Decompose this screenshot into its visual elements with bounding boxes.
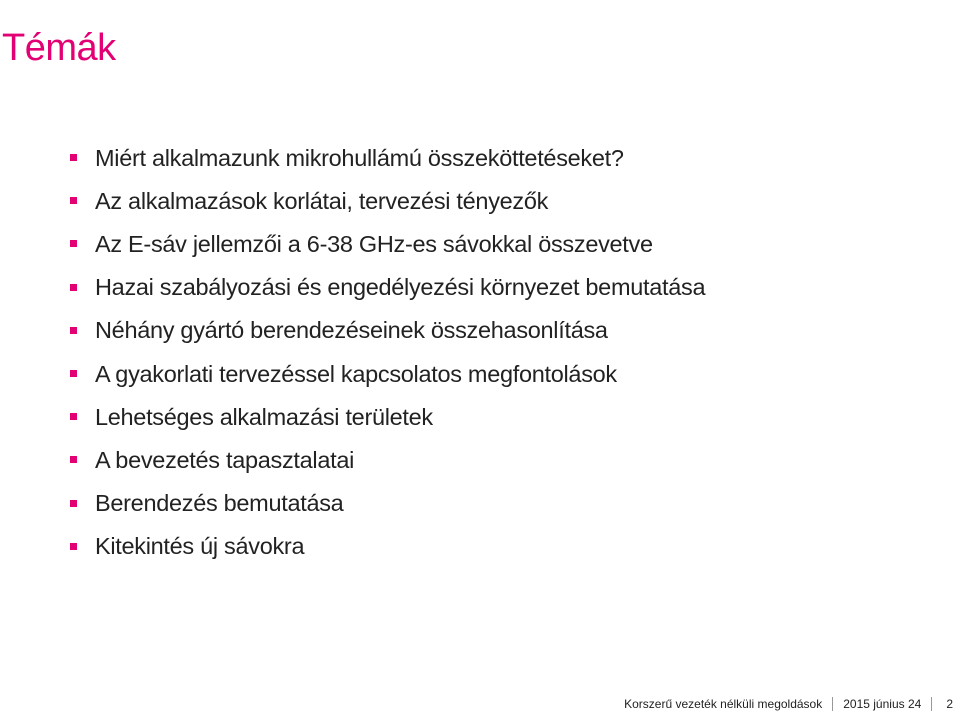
- list-item: [70, 266, 705, 309]
- list-item: [70, 395, 705, 438]
- list-item: [70, 482, 705, 525]
- bullet-text: Lehetséges alkalmazási területek: [95, 403, 433, 430]
- footer-page-number: 2: [946, 697, 953, 711]
- bullet-text: Néhány gyártó berendezéseinek összehasonlítása: [95, 317, 608, 344]
- footer-presentation-title: Korszerű vezeték nélküli megoldások: [624, 697, 823, 711]
- square-bullet-icon: [70, 197, 77, 204]
- bullet-text: A gyakorlati tervezéssel kapcsolatos megfontolások: [95, 360, 617, 387]
- bullet-text: Kitekintés új sávokra: [95, 533, 305, 560]
- bullet-text: Az E-sáv jellemzői a 6-38 GHz-es sávokkal összevetve: [95, 230, 653, 257]
- footer-date: 2015 június 24: [843, 697, 922, 711]
- square-bullet-icon: [70, 240, 77, 247]
- list-item: [70, 222, 705, 265]
- square-bullet-icon: [70, 370, 77, 377]
- list-item: [70, 438, 705, 481]
- list-item: [70, 179, 705, 222]
- list-item: [70, 136, 705, 179]
- list-item: [70, 525, 705, 568]
- square-bullet-icon: [70, 456, 77, 463]
- bullet-text: Berendezés bemutatása: [95, 490, 344, 517]
- slide-footer: [614, 689, 959, 719]
- square-bullet-icon: [70, 284, 77, 291]
- square-bullet-icon: [70, 500, 77, 507]
- square-bullet-icon: [70, 327, 77, 334]
- slide-title: Témák: [2, 27, 116, 70]
- square-bullet-icon: [70, 413, 77, 420]
- bullet-text: A bevezetés tapasztalatai: [95, 446, 355, 473]
- bullet-text: Miért alkalmazunk mikrohullámú összeköttetéseket?: [95, 144, 624, 171]
- square-bullet-icon: [70, 543, 77, 550]
- list-item: [70, 352, 705, 395]
- bullet-text: Hazai szabályozási és engedélyezési környezet bemutatása: [95, 274, 706, 301]
- list-item: [70, 309, 705, 352]
- bullet-text: Az alkalmazások korlátai, tervezési tényezők: [95, 187, 549, 214]
- bullet-list: [70, 136, 705, 568]
- square-bullet-icon: [70, 154, 77, 161]
